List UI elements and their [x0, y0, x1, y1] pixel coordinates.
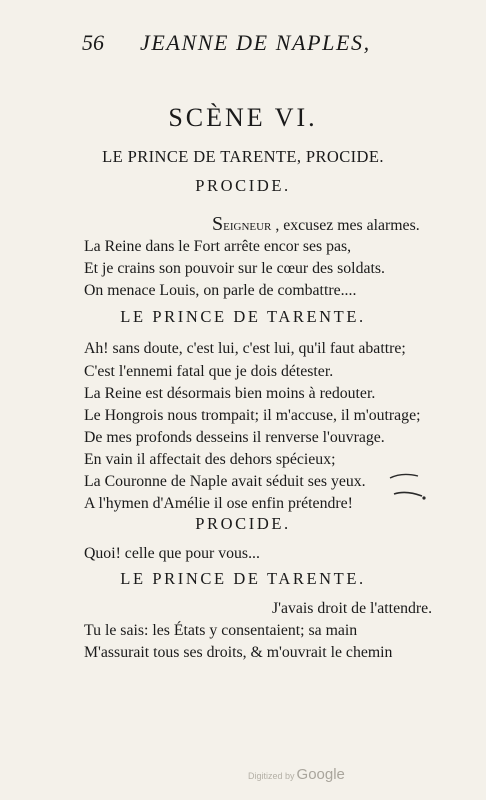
verse-line: M'assurait tous ses droits, & m'ouvrait le chemin	[84, 644, 393, 661]
page-number: 56	[82, 30, 104, 55]
running-title: JEANNE DE NAPLES,	[140, 30, 371, 55]
verse-line: De mes profonds desseins il renverse l'ouvrage.	[84, 429, 385, 446]
speaker-heading: PROCIDE.	[195, 176, 291, 195]
verse-line: La Reine dans le Fort arrête encor ses pas,	[84, 238, 352, 255]
speaker-heading: LE PRINCE DE TARENTE.	[120, 569, 366, 588]
drop-capital: S	[212, 213, 224, 235]
verse-text: , excusez mes alarmes.	[275, 217, 420, 234]
verse-line: Le Hongrois nous trompait; il m'accuse, il m'outrage;	[84, 407, 421, 424]
page-header	[82, 30, 446, 60]
verse-line	[212, 214, 420, 234]
verse-line: Tu le sais: les États y consentaient; sa main	[84, 622, 358, 639]
google-logo: Google	[296, 766, 345, 783]
verse-line: Quoi! celle que pour vous...	[84, 545, 260, 562]
verse-line: Et je crains son pouvoir sur le cœur des soldats.	[84, 260, 385, 277]
verse-line: On menace Louis, on parle de combattre....	[84, 282, 357, 299]
verse-line: C'est l'ennemi fatal que je dois détester.	[84, 363, 334, 380]
smallcaps-word: eigneur	[223, 217, 272, 234]
verse-line: En vain il affectait des dehors spécieux;	[84, 451, 336, 468]
speaker-heading: LE PRINCE DE TARENTE.	[120, 307, 366, 326]
verse-line: Ah! sans doute, c'est lui, c'est lui, qu'il faut abattre;	[84, 340, 406, 357]
verse-line: La Reine est désormais bien moins à redouter.	[84, 385, 376, 402]
digitized-watermark	[248, 766, 345, 784]
scene-cast: LE PRINCE DE TARENTE, PROCIDE.	[102, 147, 384, 166]
scene-heading: SCÈNE VI.	[168, 103, 318, 132]
verse-line: A l'hymen d'Amélie il ose enfin prétendre!	[84, 495, 353, 512]
ink-smudge-mark	[388, 470, 428, 504]
verse-line: J'avais droit de l'attendre.	[272, 600, 433, 617]
verse-line: La Couronne de Naple avait séduit ses yeux.	[84, 473, 366, 490]
speaker-heading: PROCIDE.	[195, 514, 291, 533]
digitized-label: Digitized by	[248, 771, 295, 781]
